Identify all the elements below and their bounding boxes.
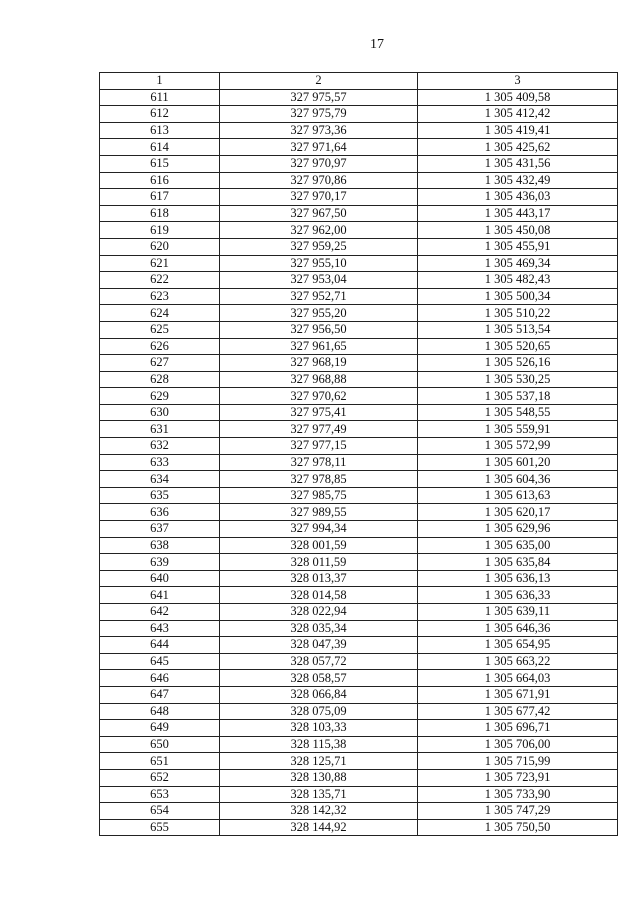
x-coordinate-cell: 327 952,71 [220, 288, 418, 305]
x-coordinate-cell: 327 971,64 [220, 139, 418, 156]
table-row [100, 753, 618, 770]
x-coordinate-cell: 327 978,85 [220, 471, 418, 488]
point-number-cell: 636 [100, 504, 220, 521]
y-coordinate-cell: 1 305 636,33 [418, 587, 618, 604]
table-row [100, 338, 618, 355]
y-coordinate-cell: 1 305 431,56 [418, 155, 618, 172]
point-number-cell: 633 [100, 454, 220, 471]
x-coordinate-cell: 327 956,50 [220, 321, 418, 338]
y-coordinate-cell: 1 305 664,03 [418, 670, 618, 687]
y-coordinate-cell: 1 305 635,84 [418, 554, 618, 571]
point-number-cell: 625 [100, 321, 220, 338]
y-coordinate-cell: 1 305 559,91 [418, 421, 618, 438]
table-row [100, 272, 618, 289]
x-coordinate-cell: 328 144,92 [220, 819, 418, 836]
table-row [100, 222, 618, 239]
table-row [100, 504, 618, 521]
x-coordinate-cell: 328 103,33 [220, 720, 418, 737]
y-coordinate-cell: 1 305 432,49 [418, 172, 618, 189]
point-number-cell: 642 [100, 604, 220, 621]
x-coordinate-cell: 327 977,15 [220, 438, 418, 455]
point-number-cell: 629 [100, 388, 220, 405]
x-coordinate-cell: 327 977,49 [220, 421, 418, 438]
x-coordinate-cell: 328 001,59 [220, 537, 418, 554]
x-coordinate-cell: 328 125,71 [220, 753, 418, 770]
y-coordinate-cell: 1 305 419,41 [418, 122, 618, 139]
table-row [100, 172, 618, 189]
table-row [100, 819, 618, 836]
y-coordinate-cell: 1 305 537,18 [418, 388, 618, 405]
x-coordinate-cell: 327 970,97 [220, 155, 418, 172]
table-row [100, 487, 618, 504]
x-coordinate-cell: 328 013,37 [220, 570, 418, 587]
point-number-cell: 615 [100, 155, 220, 172]
table-row [100, 587, 618, 604]
point-number-cell: 613 [100, 122, 220, 139]
table-row [100, 189, 618, 206]
point-number-cell: 614 [100, 139, 220, 156]
y-coordinate-cell: 1 305 513,54 [418, 321, 618, 338]
y-coordinate-cell: 1 305 663,22 [418, 653, 618, 670]
table-row [100, 720, 618, 737]
point-number-cell: 650 [100, 736, 220, 753]
table-row [100, 421, 618, 438]
table-row [100, 106, 618, 123]
table-row [100, 604, 618, 621]
x-coordinate-cell: 328 014,58 [220, 587, 418, 604]
point-number-cell: 644 [100, 637, 220, 654]
x-coordinate-cell: 327 955,20 [220, 305, 418, 322]
table-row [100, 89, 618, 106]
column-header-3: 3 [418, 73, 618, 90]
table-row [100, 155, 618, 172]
y-coordinate-cell: 1 305 677,42 [418, 703, 618, 720]
point-number-cell: 620 [100, 238, 220, 255]
table-row [100, 238, 618, 255]
y-coordinate-cell: 1 305 654,95 [418, 637, 618, 654]
table-row [100, 554, 618, 571]
point-number-cell: 638 [100, 537, 220, 554]
table-row [100, 670, 618, 687]
point-number-cell: 641 [100, 587, 220, 604]
point-number-cell: 623 [100, 288, 220, 305]
table-row [100, 139, 618, 156]
y-coordinate-cell: 1 305 510,22 [418, 305, 618, 322]
y-coordinate-cell: 1 305 436,03 [418, 189, 618, 206]
table-row [100, 122, 618, 139]
table-row [100, 769, 618, 786]
x-coordinate-cell: 327 953,04 [220, 272, 418, 289]
y-coordinate-cell: 1 305 548,55 [418, 404, 618, 421]
y-coordinate-cell: 1 305 715,99 [418, 753, 618, 770]
y-coordinate-cell: 1 305 723,91 [418, 769, 618, 786]
x-coordinate-cell: 327 967,50 [220, 205, 418, 222]
y-coordinate-cell: 1 305 706,00 [418, 736, 618, 753]
y-coordinate-cell: 1 305 604,36 [418, 471, 618, 488]
table-row [100, 803, 618, 820]
table-row [100, 321, 618, 338]
x-coordinate-cell: 327 989,55 [220, 504, 418, 521]
table-row [100, 454, 618, 471]
table-row [100, 404, 618, 421]
table-row [100, 637, 618, 654]
point-number-cell: 619 [100, 222, 220, 239]
x-coordinate-cell: 328 047,39 [220, 637, 418, 654]
x-coordinate-cell: 327 975,57 [220, 89, 418, 106]
point-number-cell: 622 [100, 272, 220, 289]
y-coordinate-cell: 1 305 412,42 [418, 106, 618, 123]
point-number-cell: 640 [100, 570, 220, 587]
point-number-cell: 626 [100, 338, 220, 355]
table-body [100, 89, 618, 836]
table-row [100, 471, 618, 488]
y-coordinate-cell: 1 305 636,13 [418, 570, 618, 587]
y-coordinate-cell: 1 305 409,58 [418, 89, 618, 106]
point-number-cell: 643 [100, 620, 220, 637]
x-coordinate-cell: 328 066,84 [220, 686, 418, 703]
x-coordinate-cell: 327 975,41 [220, 404, 418, 421]
table-row [100, 388, 618, 405]
table-row [100, 521, 618, 538]
y-coordinate-cell: 1 305 450,08 [418, 222, 618, 239]
point-number-cell: 612 [100, 106, 220, 123]
column-header-2: 2 [220, 73, 418, 90]
table-row [100, 703, 618, 720]
table-row [100, 686, 618, 703]
x-coordinate-cell: 327 968,88 [220, 371, 418, 388]
x-coordinate-cell: 327 973,36 [220, 122, 418, 139]
y-coordinate-cell: 1 305 733,90 [418, 786, 618, 803]
y-coordinate-cell: 1 305 696,71 [418, 720, 618, 737]
point-number-cell: 624 [100, 305, 220, 322]
table-row [100, 288, 618, 305]
point-number-cell: 631 [100, 421, 220, 438]
point-number-cell: 617 [100, 189, 220, 206]
x-coordinate-cell: 327 955,10 [220, 255, 418, 272]
point-number-cell: 652 [100, 769, 220, 786]
y-coordinate-cell: 1 305 747,29 [418, 803, 618, 820]
x-coordinate-cell: 328 130,88 [220, 769, 418, 786]
table-row [100, 305, 618, 322]
page-number: 17 [370, 37, 384, 52]
x-coordinate-cell: 328 011,59 [220, 554, 418, 571]
x-coordinate-cell: 327 959,25 [220, 238, 418, 255]
table-row [100, 653, 618, 670]
x-coordinate-cell: 328 058,57 [220, 670, 418, 687]
table-row [100, 255, 618, 272]
y-coordinate-cell: 1 305 520,65 [418, 338, 618, 355]
point-number-cell: 616 [100, 172, 220, 189]
point-number-cell: 654 [100, 803, 220, 820]
table-row [100, 786, 618, 803]
y-coordinate-cell: 1 305 601,20 [418, 454, 618, 471]
point-number-cell: 648 [100, 703, 220, 720]
point-number-cell: 649 [100, 720, 220, 737]
x-coordinate-cell: 328 057,72 [220, 653, 418, 670]
y-coordinate-cell: 1 305 443,17 [418, 205, 618, 222]
table-row [100, 620, 618, 637]
x-coordinate-cell: 327 962,00 [220, 222, 418, 239]
x-coordinate-cell: 328 135,71 [220, 786, 418, 803]
x-coordinate-cell: 327 970,62 [220, 388, 418, 405]
x-coordinate-cell: 327 970,86 [220, 172, 418, 189]
point-number-cell: 618 [100, 205, 220, 222]
x-coordinate-cell: 327 985,75 [220, 487, 418, 504]
x-coordinate-cell: 328 022,94 [220, 604, 418, 621]
y-coordinate-cell: 1 305 530,25 [418, 371, 618, 388]
y-coordinate-cell: 1 305 500,34 [418, 288, 618, 305]
table-row [100, 736, 618, 753]
y-coordinate-cell: 1 305 572,99 [418, 438, 618, 455]
table-row [100, 438, 618, 455]
x-coordinate-cell: 328 075,09 [220, 703, 418, 720]
point-number-cell: 634 [100, 471, 220, 488]
x-coordinate-cell: 327 970,17 [220, 189, 418, 206]
x-coordinate-cell: 328 142,32 [220, 803, 418, 820]
y-coordinate-cell: 1 305 455,91 [418, 238, 618, 255]
x-coordinate-cell: 328 035,34 [220, 620, 418, 637]
y-coordinate-cell: 1 305 425,62 [418, 139, 618, 156]
y-coordinate-cell: 1 305 469,34 [418, 255, 618, 272]
column-header-1: 1 [100, 73, 220, 90]
point-number-cell: 647 [100, 686, 220, 703]
x-coordinate-cell: 327 978,11 [220, 454, 418, 471]
point-number-cell: 635 [100, 487, 220, 504]
point-number-cell: 646 [100, 670, 220, 687]
table-header-row [100, 73, 618, 90]
y-coordinate-cell: 1 305 646,36 [418, 620, 618, 637]
y-coordinate-cell: 1 305 750,50 [418, 819, 618, 836]
table-row [100, 355, 618, 372]
table-row [100, 537, 618, 554]
point-number-cell: 645 [100, 653, 220, 670]
coordinates-table [99, 72, 618, 836]
point-number-cell: 632 [100, 438, 220, 455]
point-number-cell: 611 [100, 89, 220, 106]
x-coordinate-cell: 327 994,34 [220, 521, 418, 538]
point-number-cell: 628 [100, 371, 220, 388]
y-coordinate-cell: 1 305 671,91 [418, 686, 618, 703]
point-number-cell: 655 [100, 819, 220, 836]
y-coordinate-cell: 1 305 482,43 [418, 272, 618, 289]
table-row [100, 205, 618, 222]
table-row [100, 371, 618, 388]
point-number-cell: 653 [100, 786, 220, 803]
y-coordinate-cell: 1 305 613,63 [418, 487, 618, 504]
x-coordinate-cell: 327 975,79 [220, 106, 418, 123]
point-number-cell: 621 [100, 255, 220, 272]
y-coordinate-cell: 1 305 635,00 [418, 537, 618, 554]
y-coordinate-cell: 1 305 639,11 [418, 604, 618, 621]
y-coordinate-cell: 1 305 629,96 [418, 521, 618, 538]
point-number-cell: 630 [100, 404, 220, 421]
x-coordinate-cell: 327 961,65 [220, 338, 418, 355]
x-coordinate-cell: 327 968,19 [220, 355, 418, 372]
point-number-cell: 651 [100, 753, 220, 770]
y-coordinate-cell: 1 305 526,16 [418, 355, 618, 372]
point-number-cell: 637 [100, 521, 220, 538]
point-number-cell: 627 [100, 355, 220, 372]
point-number-cell: 639 [100, 554, 220, 571]
y-coordinate-cell: 1 305 620,17 [418, 504, 618, 521]
x-coordinate-cell: 328 115,38 [220, 736, 418, 753]
table-row [100, 570, 618, 587]
